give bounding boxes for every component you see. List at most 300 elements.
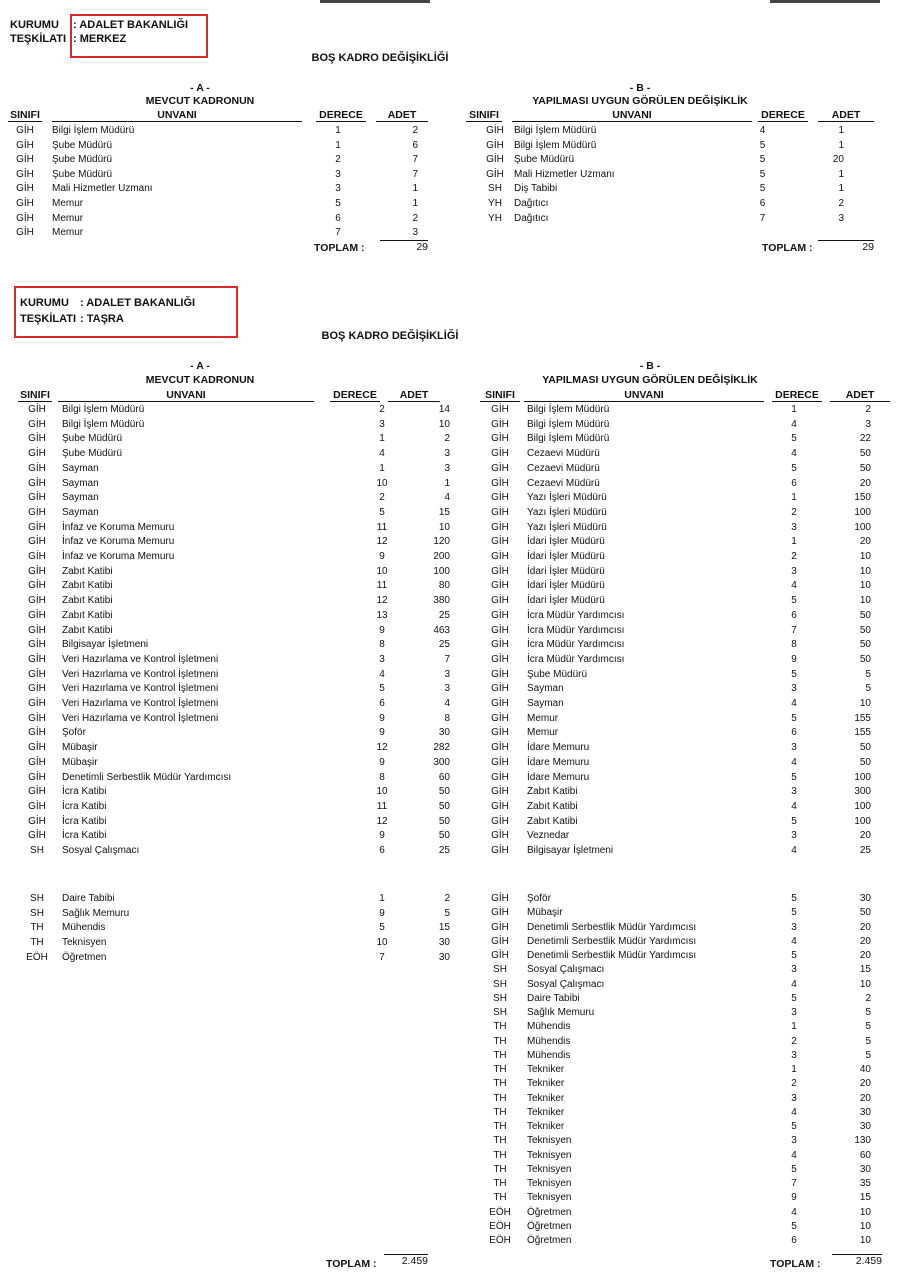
- row-adet: 10: [859, 1235, 871, 1246]
- row-sinif: GİH: [16, 227, 34, 239]
- row-derece: 9: [379, 551, 385, 562]
- row-unvan: İdari İşler Müdürü: [527, 595, 605, 607]
- row-derece: 1: [791, 536, 797, 548]
- row-derece: 2: [791, 506, 797, 518]
- merkez-kurum-value: : ADALET BAKANLIĞI: [73, 19, 189, 31]
- row-derece: 5: [791, 893, 797, 904]
- row-adet: 22: [859, 433, 871, 445]
- row-derece: 5: [791, 815, 797, 827]
- table-row: [22, 892, 450, 907]
- row-derece: 5: [379, 922, 385, 934]
- table-row: [22, 491, 450, 506]
- row-derece: 1: [379, 433, 385, 445]
- table-row: [22, 785, 450, 800]
- tasra-teskilat-label: TEŞKİLATI: [20, 313, 77, 325]
- table-row: [485, 829, 871, 844]
- row-derece: 12: [376, 595, 388, 607]
- table-row: [22, 829, 450, 844]
- table-row: [22, 951, 450, 966]
- row-derece: 1: [379, 893, 385, 904]
- row-adet: 380: [433, 595, 450, 607]
- row-unvan: Bilgi İşlem Müdürü: [62, 404, 145, 415]
- row-unvan: Denetimli Serbestlik Müdür Yardımcısı: [527, 921, 697, 933]
- row-derece: 5: [759, 154, 766, 166]
- row-derece: 8: [791, 639, 797, 651]
- row-unvan: Memur: [52, 212, 84, 224]
- row-unvan: Dağıtıcı: [514, 198, 549, 209]
- merkez-b-col-adet: ADET: [818, 109, 874, 122]
- row-unvan: İnfaz ve Koruma Memuru: [62, 536, 175, 548]
- row-unvan: Mühendis: [527, 1049, 571, 1061]
- table-row: [485, 653, 871, 668]
- row-sinif: SH: [493, 992, 507, 1004]
- row-unvan: Şube Müdürü: [62, 448, 123, 460]
- row-adet: 5: [865, 1021, 871, 1033]
- row-adet: 120: [433, 536, 450, 548]
- table-row: [22, 432, 450, 447]
- row-sinif: GİH: [28, 506, 46, 518]
- table-row: [0, 182, 418, 197]
- row-unvan: Şube Müdürü: [62, 433, 123, 445]
- row-derece: 6: [335, 212, 341, 224]
- row-derece: 5: [791, 668, 797, 680]
- row-unvan: Zabıt Katibi: [62, 565, 113, 577]
- row-adet: 30: [859, 893, 871, 904]
- merkez-a-col-sinif: SINIFI: [8, 109, 42, 122]
- row-sinif: GİH: [491, 565, 509, 577]
- row-unvan: Denetimli Serbestlik Müdür Yardımcısı: [527, 935, 697, 947]
- row-sinif: GİH: [491, 404, 509, 415]
- row-adet: 30: [859, 1106, 871, 1118]
- row-derece: 5: [791, 1163, 797, 1175]
- row-adet: 50: [859, 448, 871, 460]
- row-derece: 3: [791, 921, 797, 933]
- tasra-a-total-label: TOPLAM :: [326, 1258, 377, 1270]
- row-derece: 4: [379, 668, 385, 680]
- row-unvan: Öğretmen: [527, 1206, 572, 1218]
- row-adet: 50: [438, 800, 450, 812]
- table-row: [470, 139, 844, 154]
- row-sinif: GİH: [16, 198, 34, 209]
- row-unvan: Mali Hizmetler Uzmanı: [514, 168, 615, 180]
- row-unvan: Veznedar: [527, 830, 570, 842]
- table-row: [485, 1177, 871, 1192]
- row-sinif: GİH: [491, 639, 509, 651]
- row-adet: 25: [438, 609, 450, 621]
- row-adet: 1: [412, 198, 418, 209]
- row-adet: 100: [854, 521, 871, 533]
- row-adet: 30: [438, 727, 450, 739]
- row-adet: 5: [865, 1007, 871, 1018]
- row-sinif: GİH: [16, 154, 34, 166]
- table-row: [485, 726, 871, 741]
- row-adet: 80: [438, 580, 450, 592]
- table-row: [22, 844, 450, 859]
- row-unvan: Sosyal Çalışmacı: [527, 964, 605, 976]
- table-row: [22, 535, 450, 550]
- row-sinif: GİH: [28, 668, 46, 680]
- row-sinif: GİH: [486, 139, 504, 151]
- row-adet: 50: [859, 609, 871, 621]
- row-adet: 463: [433, 624, 450, 636]
- row-unvan: Denetimli Serbestlik Müdür Yardımcısı: [62, 771, 232, 783]
- table-row: [22, 712, 450, 727]
- row-adet: 50: [859, 639, 871, 651]
- row-unvan: Teknisyen: [527, 1149, 572, 1161]
- table-row: [470, 212, 844, 227]
- row-derece: 9: [379, 727, 385, 739]
- row-adet: 60: [859, 1149, 871, 1161]
- row-derece: 10: [376, 565, 388, 577]
- row-sinif: GİH: [16, 183, 34, 195]
- row-adet: 20: [859, 935, 871, 947]
- row-sinif: GİH: [28, 492, 46, 504]
- table-row: [485, 609, 871, 624]
- table-row: [485, 462, 871, 477]
- row-sinif: EÖH: [489, 1206, 511, 1218]
- row-sinif: GİH: [28, 800, 46, 812]
- merkez-b-marker: - B -: [629, 82, 651, 94]
- row-derece: 2: [335, 154, 341, 166]
- row-derece: 9: [379, 624, 385, 636]
- row-sinif: EÖH: [26, 951, 48, 963]
- row-sinif: GİH: [491, 830, 509, 842]
- row-sinif: SH: [493, 964, 507, 976]
- row-sinif: GİH: [491, 727, 509, 739]
- merkez-a-heading: MEVCUT KADRONUN: [145, 95, 255, 107]
- row-derece: 6: [791, 477, 797, 489]
- row-unvan: Öğretmen: [527, 1235, 572, 1246]
- row-adet: 20: [859, 950, 871, 961]
- row-sinif: GİH: [491, 580, 509, 592]
- row-derece: 3: [335, 168, 341, 180]
- row-unvan: Bilgi İşlem Müdürü: [527, 418, 610, 430]
- row-adet: 2: [412, 212, 418, 224]
- row-unvan: Sayman: [62, 477, 99, 489]
- row-unvan: İcra Müdür Yardımcısı: [527, 639, 625, 651]
- row-sinif: GİH: [491, 742, 509, 754]
- row-derece: 9: [379, 907, 385, 919]
- row-unvan: Şoför: [527, 893, 551, 904]
- table-row: [485, 815, 871, 830]
- row-sinif: GİH: [491, 536, 509, 548]
- row-unvan: Veri Hazırlama ve Kontrol İşletmeni: [62, 668, 219, 680]
- row-unvan: Teknisyen: [527, 1192, 572, 1204]
- row-derece: 5: [791, 712, 797, 724]
- row-unvan: Bilgi İşlem Müdürü: [52, 125, 135, 136]
- table-row: [22, 550, 450, 565]
- row-unvan: Bilgi İşlem Müdürü: [527, 433, 610, 445]
- row-unvan: İdare Memuru: [527, 742, 590, 754]
- tasra-b-total-value: 2.459: [832, 1254, 882, 1267]
- tasra-kurum-value: : ADALET BAKANLIĞI: [80, 297, 196, 309]
- table-row: [485, 477, 871, 492]
- row-unvan: İnfaz ve Koruma Memuru: [62, 521, 175, 533]
- table-row: [22, 907, 450, 922]
- row-derece: 9: [791, 653, 797, 665]
- tasra-a-total-value: 2.459: [384, 1254, 428, 1267]
- row-derece: 9: [791, 1192, 797, 1204]
- row-derece: 3: [791, 683, 797, 695]
- tasra-a-col-sinif: SINIFI: [18, 389, 52, 402]
- row-adet: 25: [438, 639, 450, 651]
- row-adet: 2: [865, 404, 871, 415]
- row-derece: 9: [379, 830, 385, 842]
- row-sinif: GİH: [28, 551, 46, 562]
- table-row: [485, 579, 871, 594]
- row-adet: 8: [444, 712, 450, 724]
- row-adet: 20: [832, 154, 844, 166]
- row-derece: 4: [791, 935, 797, 947]
- row-adet: 30: [859, 1163, 871, 1175]
- table-row: [485, 949, 871, 964]
- row-sinif: GİH: [28, 448, 46, 460]
- table-row: [485, 638, 871, 653]
- merkez-b-total-value: 29: [818, 240, 874, 253]
- row-derece: 5: [791, 950, 797, 961]
- merkez-a-total-value: 29: [380, 240, 428, 253]
- tasra-a-heading: MEVCUT KADRONUN: [145, 374, 255, 386]
- row-derece: 1: [335, 139, 341, 151]
- table-row: [485, 741, 871, 756]
- row-unvan: Tekniker: [527, 1064, 565, 1075]
- table-row: [22, 815, 450, 830]
- row-sinif: GİH: [28, 653, 46, 665]
- row-sinif: TH: [493, 1121, 507, 1132]
- row-adet: 50: [438, 786, 450, 798]
- row-unvan: Sayman: [527, 698, 564, 709]
- row-unvan: Zabıt Katibi: [62, 580, 113, 592]
- row-derece: 1: [791, 404, 797, 415]
- row-derece: 11: [376, 800, 388, 812]
- row-adet: 60: [438, 771, 450, 783]
- row-derece: 6: [791, 609, 797, 621]
- row-sinif: GİH: [28, 698, 46, 709]
- row-unvan: Daire Tabibi: [527, 992, 580, 1004]
- row-sinif: GİH: [491, 418, 509, 430]
- row-unvan: İdare Memuru: [527, 756, 590, 768]
- row-adet: 2: [444, 433, 450, 445]
- row-derece: 5: [791, 462, 797, 474]
- merkez-a-col-unvan: UNVANI: [52, 109, 302, 122]
- row-derece: 6: [379, 845, 385, 856]
- tasra-b-col-sinif: SINIFI: [480, 389, 520, 402]
- row-derece: 3: [379, 418, 385, 430]
- row-sinif: GİH: [16, 168, 34, 180]
- row-sinif: GİH: [491, 521, 509, 533]
- row-sinif: GİH: [28, 477, 46, 489]
- table-row: [485, 1220, 871, 1235]
- row-unvan: İcra Katibi: [62, 830, 107, 842]
- row-adet: 50: [859, 756, 871, 768]
- row-unvan: Öğretmen: [527, 1220, 572, 1232]
- row-sinif: TH: [493, 1078, 507, 1090]
- row-unvan: Bilgisayar İşletmeni: [527, 845, 614, 856]
- row-adet: 10: [438, 418, 450, 430]
- row-adet: 10: [859, 580, 871, 592]
- row-unvan: İnfaz ve Koruma Memuru: [62, 551, 175, 562]
- table-row: [485, 594, 871, 609]
- row-unvan: İdari İşler Müdürü: [527, 536, 605, 548]
- row-sinif: GİH: [486, 154, 504, 166]
- tasra-kurum-label: KURUMU: [20, 297, 69, 309]
- row-derece: 4: [379, 448, 385, 460]
- table-row: [470, 182, 844, 197]
- row-adet: 5: [865, 683, 871, 695]
- merkez-a-total-label: TOPLAM :: [314, 242, 365, 254]
- table-row: [485, 978, 871, 993]
- row-unvan: İdare Memuru: [527, 771, 590, 783]
- row-sinif: GİH: [491, 551, 509, 562]
- row-sinif: GİH: [16, 125, 34, 136]
- row-adet: 155: [854, 712, 871, 724]
- table-row: [0, 212, 418, 227]
- row-derece: 3: [379, 653, 385, 665]
- row-derece: 5: [791, 433, 797, 445]
- row-unvan: Teknisyen: [527, 1163, 572, 1175]
- row-sinif: GİH: [28, 727, 46, 739]
- row-sinif: GİH: [28, 771, 46, 783]
- tasra-b-col-adet: ADET: [830, 389, 890, 402]
- row-adet: 20: [859, 921, 871, 933]
- row-derece: 12: [376, 742, 388, 754]
- row-unvan: İcra Müdür Yardımcısı: [527, 624, 625, 636]
- row-derece: 4: [759, 125, 766, 136]
- table-row: [22, 771, 450, 786]
- row-sinif: TH: [493, 1163, 507, 1175]
- row-sinif: TH: [493, 1035, 507, 1047]
- row-adet: 40: [859, 1064, 871, 1075]
- row-adet: 6: [412, 139, 418, 151]
- row-sinif: GİH: [28, 742, 46, 754]
- table-row: [485, 1149, 871, 1164]
- row-derece: 6: [379, 698, 385, 709]
- row-adet: 10: [859, 595, 871, 607]
- row-derece: 2: [791, 1035, 797, 1047]
- merkez-teskilat-value: : MERKEZ: [73, 33, 127, 45]
- row-adet: 30: [438, 951, 450, 963]
- row-adet: 4: [444, 492, 450, 504]
- table-row: [22, 579, 450, 594]
- row-unvan: Diş Tabibi: [514, 183, 558, 195]
- table-row: [22, 477, 450, 492]
- table-row: [22, 726, 450, 741]
- row-unvan: Sağlık Memuru: [527, 1007, 595, 1018]
- row-adet: 100: [854, 800, 871, 812]
- row-sinif: GİH: [28, 418, 46, 430]
- table-row: [485, 756, 871, 771]
- table-row: [22, 936, 450, 951]
- row-unvan: Şube Müdürü: [514, 154, 575, 166]
- tasra-title: BOŞ KADRO DEĞİŞİKLİĞİ: [321, 330, 459, 342]
- table-row: [485, 1206, 871, 1221]
- row-unvan: Teknisyen: [527, 1135, 572, 1147]
- row-unvan: Mühendis: [62, 922, 106, 934]
- row-unvan: Tekniker: [527, 1092, 565, 1104]
- row-sinif: GİH: [28, 639, 46, 651]
- table-row: [22, 668, 450, 683]
- row-sinif: GİH: [491, 462, 509, 474]
- row-sinif: GİH: [28, 536, 46, 548]
- row-derece: 3: [791, 786, 797, 798]
- row-adet: 15: [859, 964, 871, 976]
- row-sinif: SH: [30, 893, 44, 904]
- row-adet: 3: [444, 462, 450, 474]
- row-adet: 7: [412, 154, 418, 166]
- row-derece: 5: [379, 683, 385, 695]
- row-sinif: GİH: [491, 668, 509, 680]
- tasra-b-col-derece: DERECE: [772, 389, 822, 402]
- tasra-b-heading: YAPILMASI UYGUN GÖRÜLEN DEĞİŞİKLİK: [542, 374, 758, 386]
- table-row: [0, 226, 418, 241]
- row-adet: 30: [859, 1121, 871, 1132]
- merkez-b-col-sinif: SINIFI: [466, 109, 502, 122]
- row-sinif: GİH: [491, 683, 509, 695]
- table-row: [22, 638, 450, 653]
- row-derece: 1: [791, 1021, 797, 1033]
- row-adet: 155: [854, 727, 871, 739]
- row-sinif: SH: [493, 978, 507, 990]
- row-sinif: GİH: [28, 756, 46, 768]
- row-adet: 50: [438, 830, 450, 842]
- table-row: [485, 1106, 871, 1121]
- row-unvan: Sosyal Çalışmacı: [62, 845, 140, 856]
- row-adet: 5: [865, 668, 871, 680]
- table-row: [485, 1020, 871, 1035]
- row-sinif: TH: [493, 1092, 507, 1104]
- row-adet: 2: [444, 893, 450, 904]
- table-row: [485, 403, 871, 418]
- table-row: [22, 565, 450, 580]
- table-row: [0, 124, 418, 139]
- table-row: [485, 447, 871, 462]
- row-derece: 7: [791, 1178, 797, 1189]
- row-derece: 13: [376, 609, 388, 621]
- row-adet: 35: [859, 1178, 871, 1189]
- row-derece: 3: [791, 1092, 797, 1104]
- table-row: [22, 741, 450, 756]
- row-derece: 5: [759, 183, 766, 195]
- row-sinif: EÖH: [489, 1235, 511, 1246]
- row-unvan: İcra Müdür Yardımcısı: [527, 609, 625, 621]
- row-adet: 1: [412, 183, 418, 195]
- row-sinif: GİH: [486, 168, 504, 180]
- tasra-b-total-label: TOPLAM :: [770, 1258, 821, 1270]
- row-sinif: TH: [493, 1178, 507, 1189]
- row-sinif: GİH: [491, 624, 509, 636]
- row-derece: 1: [791, 1064, 797, 1075]
- table-row: [485, 1006, 871, 1021]
- row-derece: 2: [379, 404, 385, 415]
- row-sinif: GİH: [16, 212, 34, 224]
- table-row: [485, 785, 871, 800]
- row-adet: 50: [438, 815, 450, 827]
- merkez-b-col-derece: DERECE: [758, 109, 808, 122]
- row-unvan: İdari İşler Müdürü: [527, 580, 605, 592]
- row-derece: 6: [759, 198, 766, 209]
- row-unvan: Şube Müdürü: [527, 668, 588, 680]
- row-derece: 3: [791, 1049, 797, 1061]
- row-sinif: TH: [493, 1106, 507, 1118]
- table-row: [485, 521, 871, 536]
- row-unvan: Memur: [52, 227, 84, 239]
- row-derece: 4: [791, 1149, 797, 1161]
- row-unvan: Mühendis: [527, 1021, 571, 1033]
- row-adet: 3: [444, 683, 450, 695]
- row-unvan: Şoför: [62, 727, 86, 739]
- row-unvan: Mübaşir: [62, 756, 98, 768]
- table-row: [485, 1049, 871, 1064]
